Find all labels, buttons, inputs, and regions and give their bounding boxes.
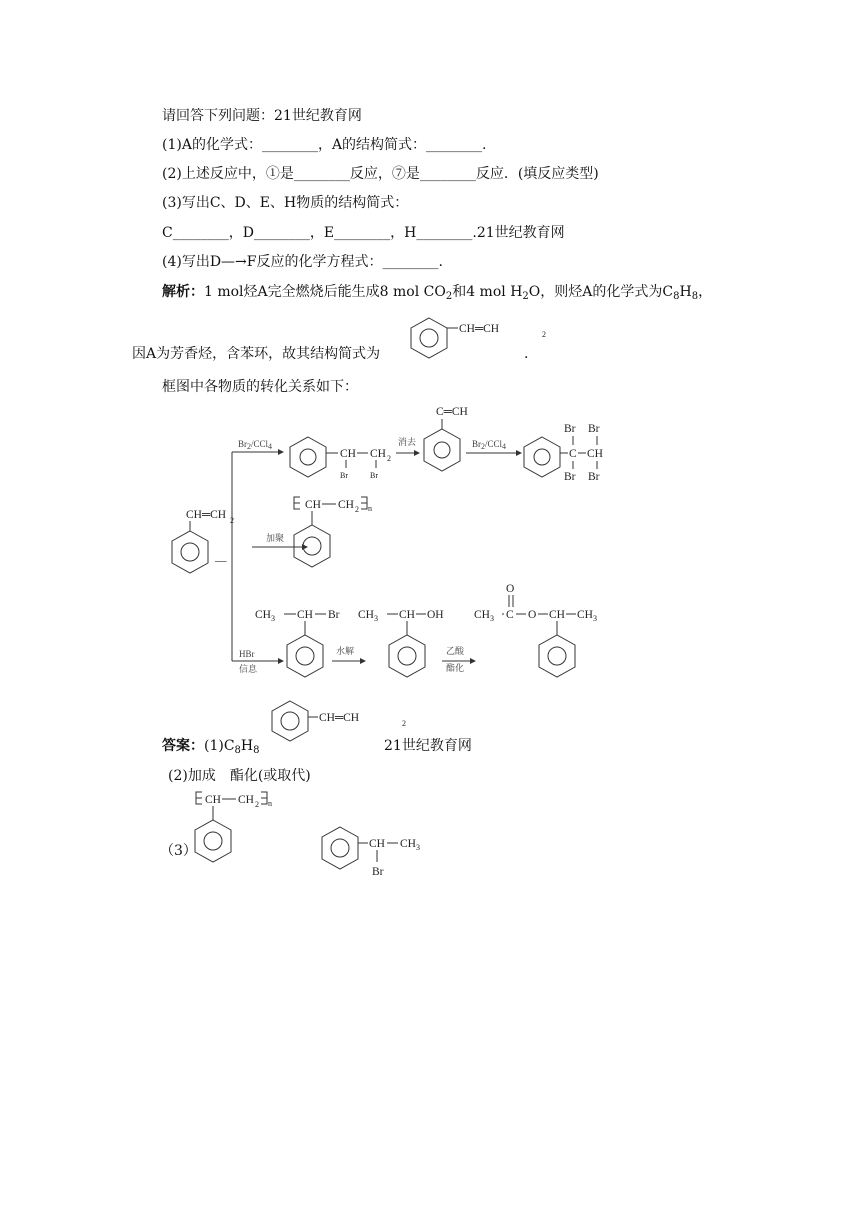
- analysis-sub: 2: [445, 291, 453, 302]
- ans-br-ch: CH: [369, 838, 385, 850]
- reagent-br2: Br: [238, 439, 247, 449]
- analysis-sub: 8: [673, 291, 680, 302]
- h-ch3-left: CH: [474, 609, 490, 621]
- answer-1: [162, 737, 260, 755]
- reagent-subscript: 2: [481, 442, 485, 451]
- f-oh-label: OH: [427, 609, 444, 621]
- reagent-ccl: /CCl: [485, 439, 503, 449]
- analysis-paragraph: [162, 283, 712, 301]
- start-subscript: 2: [230, 516, 234, 525]
- h-carbonyl-o: O: [506, 583, 515, 595]
- analysis-sub: 2: [522, 291, 529, 302]
- ans-poly-ch2: CH: [238, 794, 254, 806]
- start-benzene-ring: [172, 531, 208, 573]
- b-ch-label: CH: [340, 448, 356, 460]
- d-br-3: Br: [564, 471, 576, 483]
- h-ether-o: O: [528, 609, 537, 621]
- analysis-text: 和4 mol H: [452, 284, 523, 300]
- question-2: (2)上述反应中，①是________反应，⑦是________反应．(填反应类型): [162, 166, 599, 182]
- reagent-ccl: /CCl: [251, 439, 269, 449]
- poly-ch-label: CH: [305, 499, 321, 511]
- answer-polystyrene: [190, 790, 310, 890]
- h-ch-label: CH: [549, 609, 565, 621]
- answer-watermark: 21世纪教育网: [384, 738, 472, 754]
- answer-bromide: [320, 825, 450, 885]
- svg-text:Br2/CCl4: [472, 439, 506, 451]
- answer-label: 答案：: [162, 738, 204, 754]
- analysis-period: .: [524, 346, 529, 362]
- ans-poly-ch: CH: [205, 794, 221, 806]
- reagent-addpoly: 加聚: [266, 533, 285, 543]
- analysis-text: O，则烃A的化学式为C: [528, 284, 674, 300]
- e-ch-label: CH: [297, 609, 313, 621]
- h-c-label: C: [506, 609, 514, 621]
- ans-br-ch3: CH: [400, 838, 416, 850]
- b-br-2: Br: [370, 471, 378, 480]
- c-alkyne-label: C═CH: [436, 406, 468, 418]
- svg-text:CH3: [255, 609, 275, 623]
- ans-br-br: Br: [372, 866, 384, 878]
- answer-3-label: （3）: [160, 843, 197, 859]
- analysis-text: ，: [698, 284, 713, 300]
- styrene-vinyl-label: CH═CH: [459, 323, 500, 335]
- start-vinyl-label: CH═CH: [186, 509, 227, 521]
- svg-text:Br2/CCl4: [238, 439, 272, 451]
- question-3: (3)写出C、D、E、H物质的结构简式：: [162, 195, 409, 211]
- b-ch2-label: CH: [370, 448, 386, 460]
- reagent-hbr: HBr: [239, 649, 255, 659]
- styrene-subscript: 2: [542, 330, 546, 339]
- answer-text: (1)C: [204, 738, 235, 754]
- b-br-1: Br: [340, 471, 348, 480]
- d-br-1: Br: [564, 423, 576, 435]
- reagent-esterify: 酯化: [446, 663, 465, 673]
- analysis-sub: 8: [691, 291, 699, 302]
- reagent-subscript: 4: [502, 442, 507, 451]
- poly-subscript: 2: [355, 505, 359, 514]
- svg-text:CH3: [400, 838, 420, 852]
- analysis-label: 解析：: [162, 284, 204, 300]
- reagent-eliminate: 消去: [398, 437, 417, 447]
- question-intro: 请回答下列问题：21世纪教育网: [162, 108, 362, 124]
- reagent-subscript: 4: [268, 442, 273, 451]
- e-subscript: 3: [270, 614, 275, 623]
- svg-text:CH3: [474, 609, 494, 623]
- poly-n: n: [368, 504, 372, 513]
- answer-subscript: 2: [402, 719, 406, 728]
- analysis-text: H: [679, 284, 692, 300]
- svg-text:CH3: [577, 609, 597, 623]
- f-ch3-label: CH: [358, 609, 374, 621]
- reaction-scheme: [160, 403, 620, 703]
- poly-ch2-label: CH: [338, 499, 354, 511]
- reagent-info: 信息: [239, 664, 258, 674]
- reagent-acetic-acid: 乙酸: [446, 646, 465, 656]
- start-dash: —: [215, 555, 227, 567]
- e-br-label: Br: [328, 609, 340, 621]
- svg-text:CH3: [358, 609, 378, 623]
- answer-sub: 8: [253, 745, 260, 756]
- reagent-br2: Br: [472, 439, 481, 449]
- ans-poly-sub: 2: [255, 800, 259, 809]
- d-br-2: Br: [588, 423, 600, 435]
- h-ch3-right: CH: [577, 609, 593, 621]
- question-3-blanks: C________，D________，E________，H________.21世纪教育网: [162, 225, 565, 241]
- answer-sub: 8: [234, 745, 241, 756]
- question-1: (1)A的化学式：________，A的结构简式：________.: [162, 137, 487, 153]
- f-ch-label: CH: [399, 609, 415, 621]
- e-ch3-label: CH: [255, 609, 271, 621]
- f-subscript: 3: [373, 614, 378, 623]
- styrene-structure-analysis: [408, 316, 548, 366]
- d-br-4: Br: [588, 471, 600, 483]
- d-c-label: C: [569, 448, 577, 460]
- answer-2: (2)加成 酯化(或取代): [168, 768, 311, 784]
- h-subscript: 3: [592, 614, 597, 623]
- question-4: (4)写出D—→F反应的化学方程式：________.: [162, 254, 443, 270]
- analysis-structure-line: 因A为芳香烃，含苯环，故其结构简式为: [132, 346, 381, 362]
- h-subscript: 3: [489, 614, 494, 623]
- analysis-text: 1 mol烃A完全燃烧后能生成8 mol CO: [204, 284, 446, 300]
- diagram-intro: 框图中各物质的转化关系如下：: [162, 379, 358, 395]
- answer-text: H: [240, 738, 254, 754]
- ans-poly-n: n: [268, 799, 272, 808]
- reagent-hydrolysis: 水解: [336, 646, 355, 656]
- reagent-subscript: 2: [247, 442, 251, 451]
- d-ch-label: CH: [587, 448, 603, 460]
- ans-br-sub: 3: [415, 843, 420, 852]
- b-subscript: 2: [387, 454, 391, 463]
- answer-vinyl-label: CH═CH: [319, 712, 360, 724]
- styrene-structure-answer: [270, 699, 410, 749]
